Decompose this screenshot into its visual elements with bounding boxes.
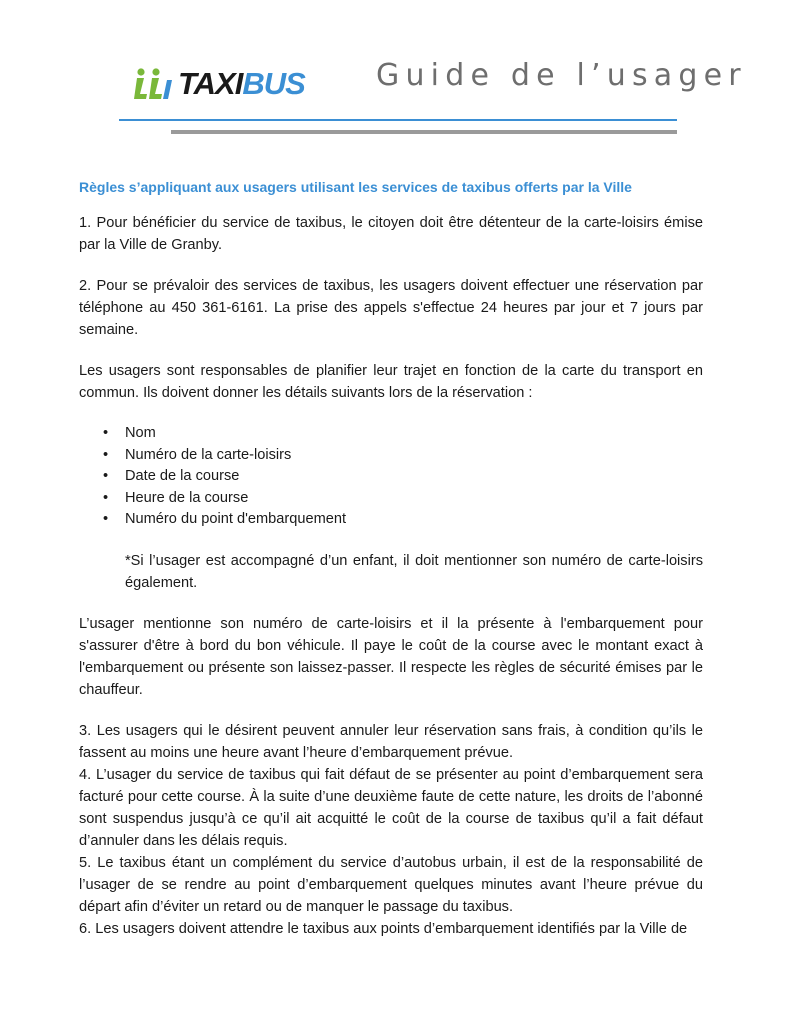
reservation-details-list	[79, 423, 703, 531]
paragraph-rule-2: 2. Pour se prévaloir des services de taxibus, les usagers doivent effectuer une réservation par téléphone au 450 361-6161. La prise des appels s'effectue 24 heures par jour et 7 jours par semaine.	[79, 278, 703, 338]
guide-title: Guide de l’usager	[376, 58, 747, 93]
child-note: *Si l’usager est accompagné d’un enfant, il doit mentionner son numéro de carte-loisirs également.	[125, 552, 703, 591]
paragraph-boarding: L’usager mentionne son numéro de carte-loisirs et il la présente à l'embarquement pour s'assurer d'être à bord du bon véhicule. Il paye le coût de la course avec le montant exact à l'embarquement ou présente son laissez-passer. Il respecte les règles de sécurité émises par le chauffeur.	[79, 615, 703, 698]
page-header	[0, 0, 791, 140]
spacer	[79, 594, 703, 613]
section-heading: Règles s’appliquant aux usagers utilisant les services de taxibus offerts par la Ville	[79, 179, 632, 195]
spacer	[79, 341, 703, 360]
document-body	[79, 176, 703, 940]
paragraph-rule-3: 3. Les usagers qui le désirent peuvent annuler leur réservation sans frais, à condition qu’ils le fassent au moins une heure avant l’heure d’embarquement prévue.	[79, 722, 703, 761]
list-item: • Numéro de la carte-loisirs	[125, 445, 703, 467]
paragraph-rule-4: 4. L’usager du service de taxibus qui fait défaut de se présenter au point d’embarquement sera facturé pour cette course. À la suite d’une deuxième faute de cette nature, les droits de l’abonné sont suspendus jusqu’à ce qu’il ait acquitté le coût de la course de taxibus qu’il a fait défaut d’annuler dans les délais requis.	[79, 766, 703, 849]
list-item: • Nom	[125, 423, 703, 445]
paragraph-rule-5: 5. Le taxibus étant un complément du service d’autobus urbain, il est de la responsabilité de l’usager de se rendre au point d’embarquement quelques minutes avant l’heure prévue du départ afin d’éviter un retard ou de manquer le passage du taxibus.	[79, 854, 703, 915]
spacer	[79, 404, 703, 423]
header-rule-gray	[171, 130, 677, 134]
spacer	[79, 256, 703, 275]
logo-text-bus: BUS	[242, 66, 305, 101]
list-item: • Heure de la course	[125, 488, 703, 510]
list-item: • Date de la course	[125, 466, 703, 488]
list-item: • Numéro du point d'embarquement	[125, 509, 703, 531]
taxibus-logo	[132, 60, 305, 104]
header-rule-blue	[119, 119, 677, 121]
spacer	[79, 701, 703, 720]
spacer	[79, 531, 703, 550]
paragraph-rule-1: 1. Pour bénéficier du service de taxibus, le citoyen doit être détenteur de la carte-loisirs émise par la Ville de Granby.	[79, 215, 703, 253]
paragraph-planning: Les usagers sont responsables de planifier leur trajet en fonction de la carte du transport en commun. Ils doivent donner les détails suivants lors de la réservation :	[79, 363, 703, 401]
taxibus-figures-icon	[132, 64, 176, 104]
logo-text-taxi: TAXI	[178, 66, 243, 101]
paragraph-rule-6: 6. Les usagers doivent attendre le taxibus aux points d’embarquement identifiés par la Ville de	[79, 920, 688, 937]
